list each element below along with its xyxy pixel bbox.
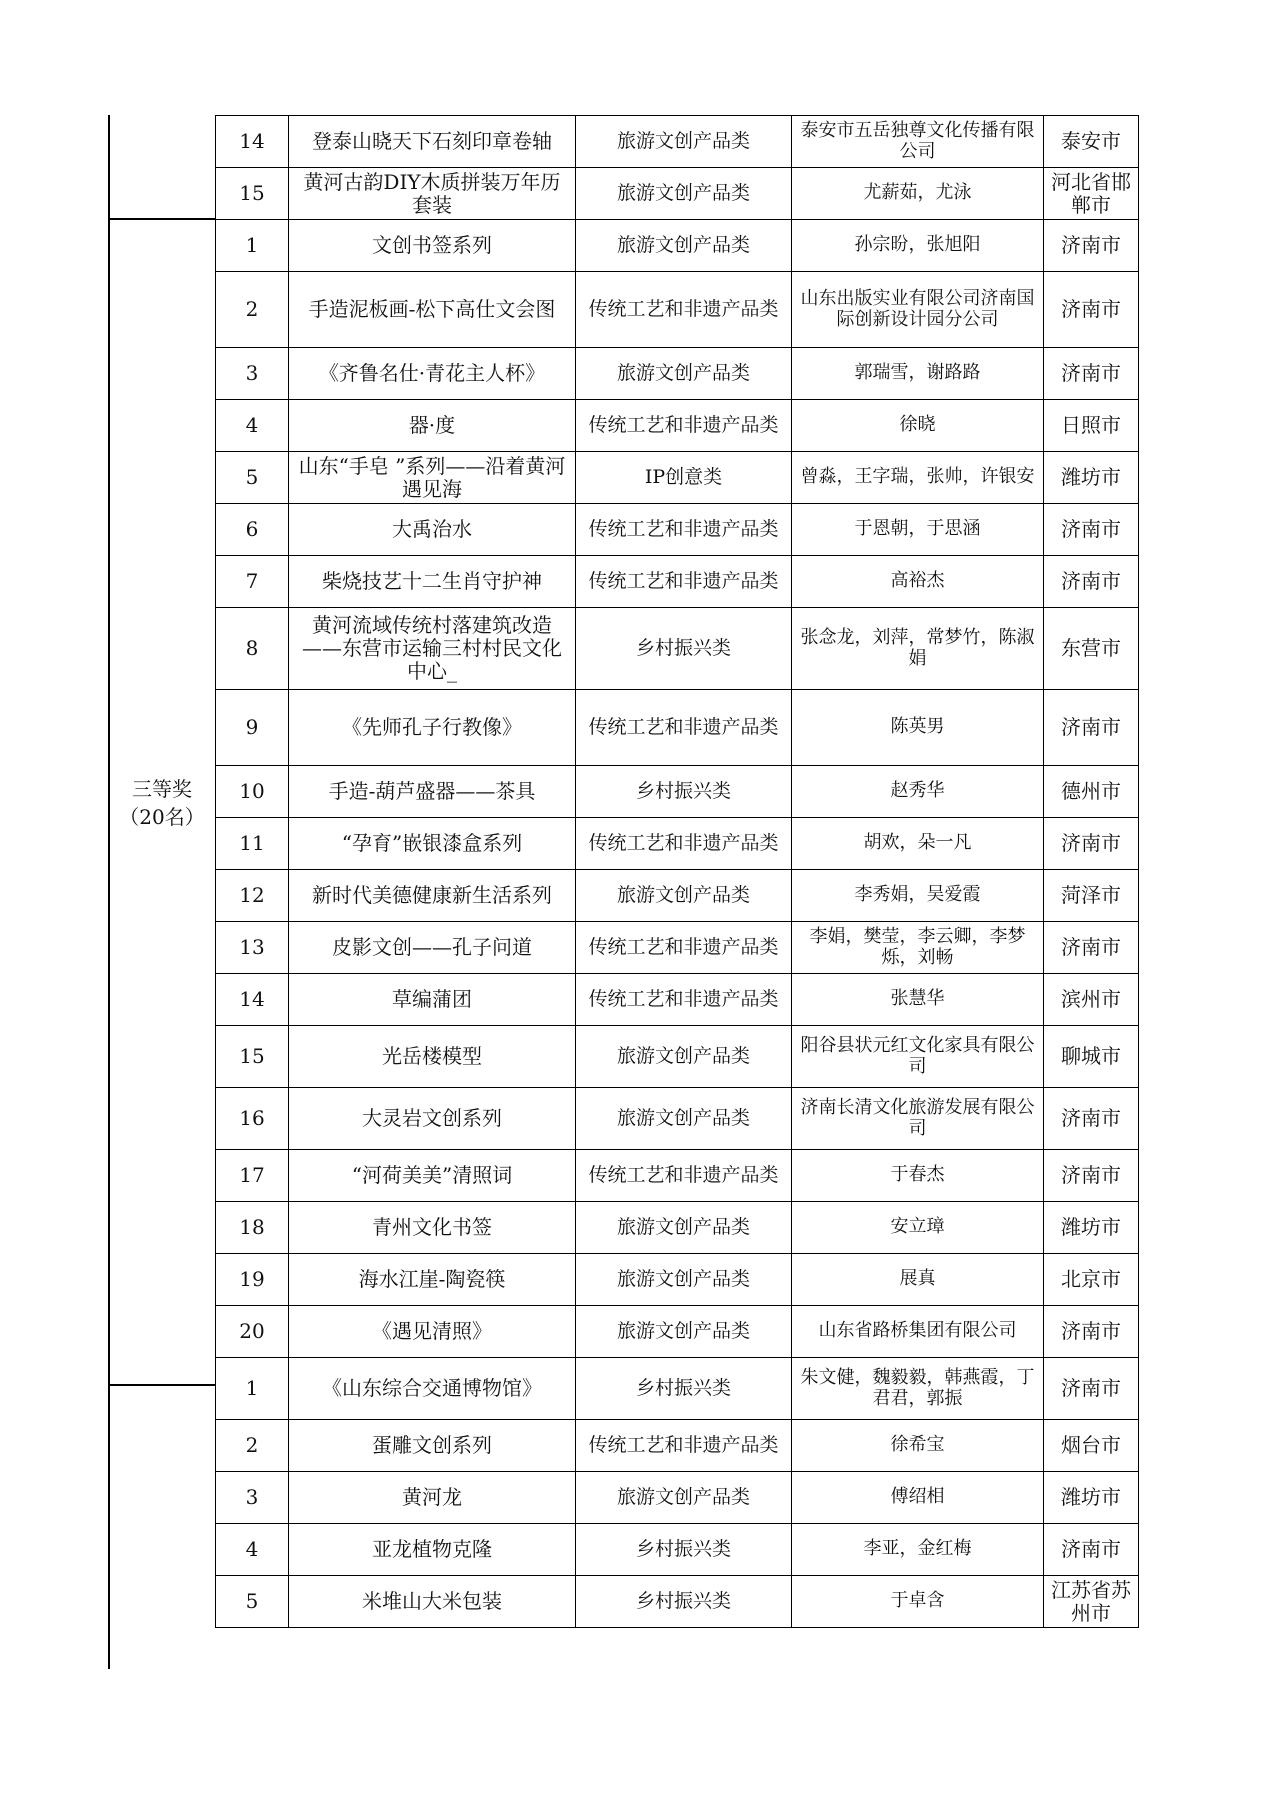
table-row	[216, 818, 1139, 870]
table-row	[216, 116, 1139, 168]
work-name: 器·度	[289, 400, 576, 452]
work-author: 徐晓	[792, 400, 1044, 452]
work-author: 阳谷县状元红文化家具有限公司	[792, 1026, 1044, 1088]
table-row	[216, 974, 1139, 1026]
row-number: 8	[216, 608, 289, 690]
work-name: 新时代美德健康新生活系列	[289, 870, 576, 922]
table-row	[216, 220, 1139, 272]
work-city: 潍坊市	[1044, 452, 1139, 504]
section-divider	[108, 218, 216, 220]
work-name: 青州文化书签	[289, 1202, 576, 1254]
work-category: 传统工艺和非遗产品类	[576, 922, 792, 974]
row-number: 16	[216, 1088, 289, 1150]
row-number: 1	[216, 220, 289, 272]
work-city: 聊城市	[1044, 1026, 1139, 1088]
table-row	[216, 1026, 1139, 1088]
work-city: 北京市	[1044, 1254, 1139, 1306]
work-author: 赵秀华	[792, 766, 1044, 818]
work-category: 传统工艺和非遗产品类	[576, 818, 792, 870]
work-author: 孙宗昐，张旭阳	[792, 220, 1044, 272]
work-name: 大禹治水	[289, 504, 576, 556]
work-city: 济南市	[1044, 1306, 1139, 1358]
work-author: 李秀娟，吴爱霞	[792, 870, 1044, 922]
award-column-left-border	[108, 115, 110, 1669]
work-author: 李娟，樊莹，李云卿，李梦烁，刘畅	[792, 922, 1044, 974]
work-author: 张慧华	[792, 974, 1044, 1026]
work-category: 旅游文创产品类	[576, 1306, 792, 1358]
row-number: 5	[216, 452, 289, 504]
row-number: 13	[216, 922, 289, 974]
table-row	[216, 1254, 1139, 1306]
work-name: “孕育”嵌银漆盒系列	[289, 818, 576, 870]
work-city: 济南市	[1044, 348, 1139, 400]
work-category: 传统工艺和非遗产品类	[576, 272, 792, 348]
work-category: 传统工艺和非遗产品类	[576, 690, 792, 766]
work-city: 河北省邯郸市	[1044, 168, 1139, 220]
work-name: 黄河流域传统村落建筑改造——东营市运输三村村民文化中心_	[289, 608, 576, 690]
work-author: 济南长清文化旅游发展有限公司	[792, 1088, 1044, 1150]
row-number: 18	[216, 1202, 289, 1254]
work-author: 展真	[792, 1254, 1044, 1306]
work-author: 郭瑞雪，谢路路	[792, 348, 1044, 400]
work-city: 滨州市	[1044, 974, 1139, 1026]
work-author: 尤薪茹，尤泳	[792, 168, 1044, 220]
section-divider	[108, 1384, 216, 1386]
work-category: 乡村振兴类	[576, 1576, 792, 1628]
work-name: 柴烧技艺十二生肖守护神	[289, 556, 576, 608]
row-number: 17	[216, 1150, 289, 1202]
work-category: 乡村振兴类	[576, 1358, 792, 1420]
work-author: 于春杰	[792, 1150, 1044, 1202]
work-author: 安立璋	[792, 1202, 1044, 1254]
row-number: 6	[216, 504, 289, 556]
work-name: 光岳楼模型	[289, 1026, 576, 1088]
row-number: 1	[216, 1358, 289, 1420]
table-row	[216, 348, 1139, 400]
work-author: 泰安市五岳独尊文化传播有限公司	[792, 116, 1044, 168]
work-category: 旅游文创产品类	[576, 220, 792, 272]
table-row	[216, 1524, 1139, 1576]
row-number: 2	[216, 272, 289, 348]
work-city: 潍坊市	[1044, 1472, 1139, 1524]
table-row	[216, 608, 1139, 690]
work-category: 传统工艺和非遗产品类	[576, 1150, 792, 1202]
work-name: 《齐鲁名仕·青花主人杯》	[289, 348, 576, 400]
row-number: 19	[216, 1254, 289, 1306]
work-category: 传统工艺和非遗产品类	[576, 1420, 792, 1472]
row-number: 15	[216, 168, 289, 220]
work-city: 济南市	[1044, 272, 1139, 348]
table-row	[216, 1472, 1139, 1524]
work-city: 德州市	[1044, 766, 1139, 818]
award-table	[215, 115, 1139, 1628]
row-number: 15	[216, 1026, 289, 1088]
work-city: 烟台市	[1044, 1420, 1139, 1472]
table-row	[216, 1088, 1139, 1150]
work-category: 传统工艺和非遗产品类	[576, 504, 792, 556]
work-category: 旅游文创产品类	[576, 116, 792, 168]
work-category: 传统工艺和非遗产品类	[576, 556, 792, 608]
work-category: 旅游文创产品类	[576, 1026, 792, 1088]
work-author: 徐希宝	[792, 1420, 1044, 1472]
work-author: 曾淼，王字瑞，张帅，许银安	[792, 452, 1044, 504]
work-category: IP创意类	[576, 452, 792, 504]
row-number: 11	[216, 818, 289, 870]
work-category: 旅游文创产品类	[576, 870, 792, 922]
work-category: 旅游文创产品类	[576, 1202, 792, 1254]
table-row	[216, 556, 1139, 608]
work-category: 乡村振兴类	[576, 766, 792, 818]
work-author: 朱文健，魏毅毅，韩燕霞，丁君君，郭振	[792, 1358, 1044, 1420]
work-author: 高裕杰	[792, 556, 1044, 608]
work-name: 大灵岩文创系列	[289, 1088, 576, 1150]
table-row	[216, 922, 1139, 974]
work-city: 济南市	[1044, 556, 1139, 608]
row-number: 3	[216, 348, 289, 400]
work-city: 济南市	[1044, 922, 1139, 974]
row-number: 12	[216, 870, 289, 922]
work-city: 济南市	[1044, 1358, 1139, 1420]
work-city: 泰安市	[1044, 116, 1139, 168]
work-city: 江苏省苏州市	[1044, 1576, 1139, 1628]
work-author: 于恩朝，于思涵	[792, 504, 1044, 556]
work-name: 《山东综合交通博物馆》	[289, 1358, 576, 1420]
work-city: 日照市	[1044, 400, 1139, 452]
table-row	[216, 272, 1139, 348]
table-row	[216, 504, 1139, 556]
work-name: 山东“手皂 ”系列——沿着黄河遇见海	[289, 452, 576, 504]
work-name: 手造泥板画-松下高仕文会图	[289, 272, 576, 348]
row-number: 7	[216, 556, 289, 608]
row-number: 9	[216, 690, 289, 766]
work-name: 黄河龙	[289, 1472, 576, 1524]
work-category: 乡村振兴类	[576, 1524, 792, 1576]
work-city: 菏泽市	[1044, 870, 1139, 922]
work-author: 胡欢，朵一凡	[792, 818, 1044, 870]
work-author: 于卓含	[792, 1576, 1044, 1628]
row-number: 14	[216, 116, 289, 168]
work-city: 东营市	[1044, 608, 1139, 690]
prize-level-label: 三等奖（20名）	[119, 777, 205, 829]
work-name: 米堆山大米包装	[289, 1576, 576, 1628]
work-category: 传统工艺和非遗产品类	[576, 400, 792, 452]
work-name: 手造-葫芦盛器——茶具	[289, 766, 576, 818]
work-city: 济南市	[1044, 1088, 1139, 1150]
work-city: 济南市	[1044, 1524, 1139, 1576]
work-category: 乡村振兴类	[576, 608, 792, 690]
work-name: 海水江崖-陶瓷筷	[289, 1254, 576, 1306]
work-author: 陈英男	[792, 690, 1044, 766]
work-category: 旅游文创产品类	[576, 1472, 792, 1524]
table-row	[216, 1202, 1139, 1254]
table-row	[216, 1576, 1139, 1628]
row-number: 10	[216, 766, 289, 818]
row-number: 14	[216, 974, 289, 1026]
work-category: 旅游文创产品类	[576, 168, 792, 220]
table-row	[216, 766, 1139, 818]
work-city: 济南市	[1044, 690, 1139, 766]
table-row	[216, 1306, 1139, 1358]
table-row	[216, 168, 1139, 220]
work-name: 《遇见清照》	[289, 1306, 576, 1358]
row-number: 4	[216, 1524, 289, 1576]
table-row	[216, 400, 1139, 452]
work-city: 济南市	[1044, 1150, 1139, 1202]
work-author: 山东出版实业有限公司济南国际创新设计园分公司	[792, 272, 1044, 348]
table-row	[216, 1358, 1139, 1420]
row-number: 4	[216, 400, 289, 452]
row-number: 20	[216, 1306, 289, 1358]
table-row	[216, 690, 1139, 766]
table-row	[216, 1150, 1139, 1202]
table-row	[216, 1420, 1139, 1472]
work-name: 登泰山晓天下石刻印章卷轴	[289, 116, 576, 168]
work-category: 旅游文创产品类	[576, 1088, 792, 1150]
work-name: 亚龙植物克隆	[289, 1524, 576, 1576]
work-author: 山东省路桥集团有限公司	[792, 1306, 1044, 1358]
work-name: 《先师孔子行教像》	[289, 690, 576, 766]
work-name: “河荷美美”清照词	[289, 1150, 576, 1202]
work-category: 旅游文创产品类	[576, 348, 792, 400]
work-name: 皮影文创——孔子问道	[289, 922, 576, 974]
row-number: 3	[216, 1472, 289, 1524]
table-row	[216, 870, 1139, 922]
work-name: 草编蒲团	[289, 974, 576, 1026]
row-number: 5	[216, 1576, 289, 1628]
work-category: 旅游文创产品类	[576, 1254, 792, 1306]
work-city: 济南市	[1044, 220, 1139, 272]
work-name: 文创书签系列	[289, 220, 576, 272]
work-author: 李亚，金红梅	[792, 1524, 1044, 1576]
work-city: 潍坊市	[1044, 1202, 1139, 1254]
work-city: 济南市	[1044, 818, 1139, 870]
table-row	[216, 452, 1139, 504]
work-author: 傅绍相	[792, 1472, 1044, 1524]
work-category: 传统工艺和非遗产品类	[576, 974, 792, 1026]
work-name: 蛋雕文创系列	[289, 1420, 576, 1472]
row-number: 2	[216, 1420, 289, 1472]
work-city: 济南市	[1044, 504, 1139, 556]
work-name: 黄河古韵DIY木质拼装万年历套装	[289, 168, 576, 220]
work-author: 张念龙，刘萍，常梦竹，陈淑娟	[792, 608, 1044, 690]
